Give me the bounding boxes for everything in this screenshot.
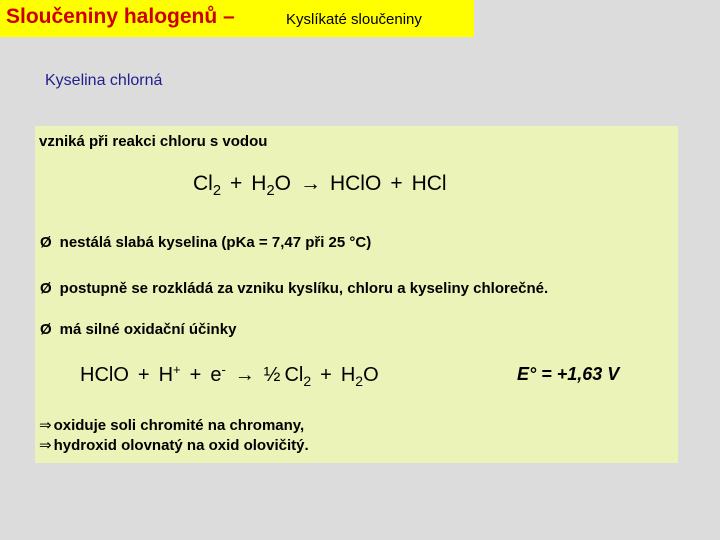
bullet-text-oxidizing: má silné oxidační účinky [59, 321, 237, 338]
eq1-reactant-chlorine: $Cl_2$ [193, 172, 222, 200]
result-item [39, 436, 309, 454]
implies-arrow-icon: ⇒ [39, 417, 52, 434]
equation-reduction [80, 362, 379, 389]
bullet-item [40, 321, 236, 338]
bullet-arrow-icon: Ø [40, 234, 52, 251]
eq1-product-hclo: HClO [329, 172, 382, 195]
eq2-product-chlorine: ½ $Cl_2$ [263, 364, 312, 390]
eq2-plus-3: + [320, 364, 332, 387]
eq2-reactant-electron: e- [210, 362, 226, 387]
slide-title: Sloučeniny halogenů – [6, 5, 235, 28]
content-panel [35, 126, 678, 463]
eq2-plus: + [137, 364, 150, 387]
eq2-product-water: $H_2O$ [340, 364, 379, 390]
slide-subtitle: Kyslíkaté sloučeniny [286, 11, 422, 28]
result-text-chromates: oxiduje soli chromité na chromany, [53, 417, 305, 434]
bullet-arrow-icon: Ø [40, 321, 52, 338]
bullet-arrow-icon: Ø [40, 280, 52, 297]
eq1-arrow-icon: → [299, 172, 321, 195]
eq1-plus-2: + [390, 172, 403, 195]
eq1-reactant-water: $H_2O$ [251, 172, 291, 200]
eq2-arrow-icon: → [234, 364, 255, 387]
intro-text: vzniká při reakci chloru s vodou [39, 133, 268, 150]
reduction-potential: E° = +1,63 V [517, 364, 620, 384]
equation-formation [193, 172, 447, 199]
result-item [39, 416, 304, 434]
eq2-reactant-hclo: HClO [80, 364, 129, 387]
title-bar [0, 0, 474, 37]
section-title: Kyselina chlorná [45, 72, 163, 89]
eq1-product-hcl: HCl [411, 172, 447, 195]
bullet-item [40, 280, 548, 297]
bullet-text-decomposition: postupně se rozkládá za vzniku kyslíku, chloru a kyseliny chlorečné. [59, 280, 549, 297]
bullet-item [40, 234, 371, 251]
bullet-text-stability: nestálá slabá kyselina (pKa = 7,47 při 25 °C) [59, 234, 372, 251]
implies-arrow-icon: ⇒ [39, 437, 52, 454]
result-text-lead-oxide: hydroxid olovnatý na oxid olovičitý. [53, 437, 309, 454]
eq2-plus-2: + [189, 364, 202, 387]
eq1-plus: + [230, 172, 243, 195]
eq2-reactant-proton: H+ [158, 362, 181, 387]
